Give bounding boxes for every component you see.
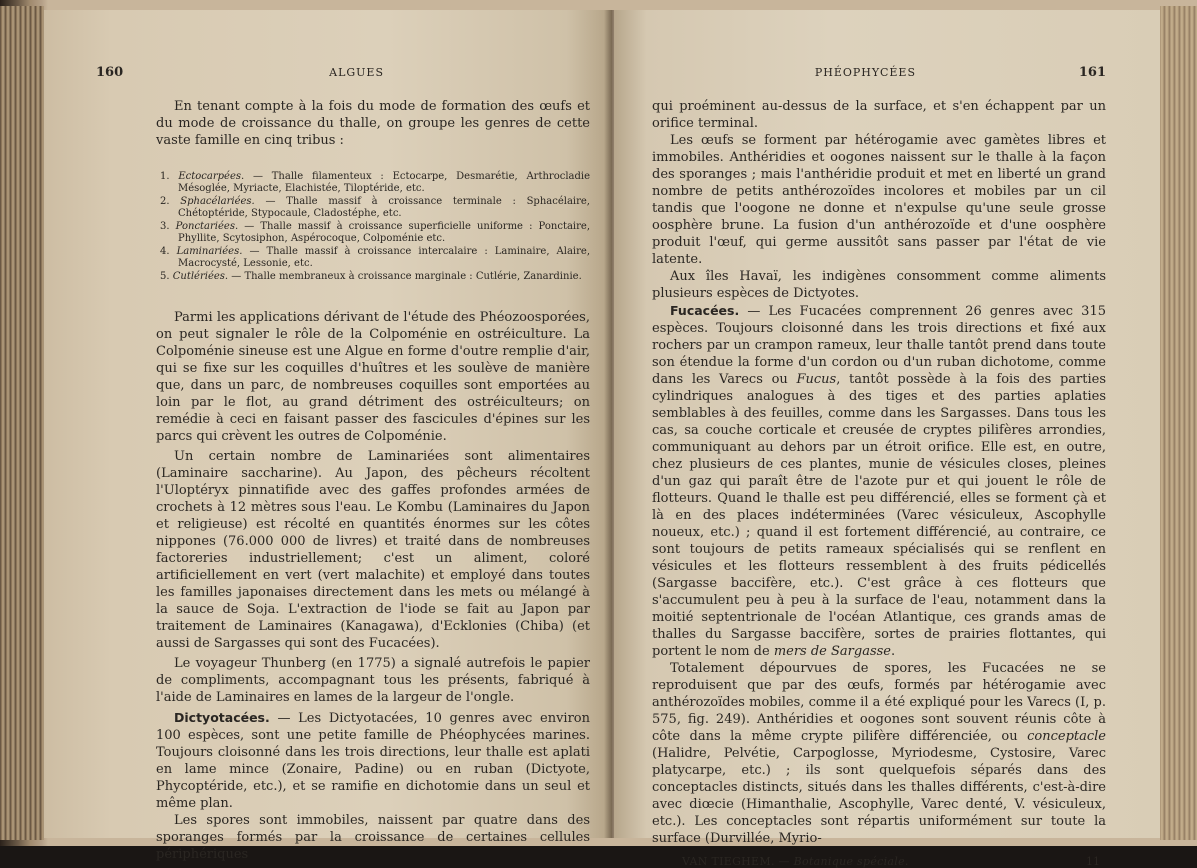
footer-citation: VAN TIEGHEM. — Botanique spéciale. [682,855,909,868]
oeufs-paragraph: Les œufs se forment par hétérogamie avec gamètes libres et immobiles. Anthéridies et oogones naissent sur le thalle à la façon des sporanges ; mais l'anthéridie produit et met en liberté un grand nombre de petits anthérozoïdes incolores et mobiles par un cil tandis que l'oogone ne donne et n'expulse qu'une seule grosse oosphère brune. La fusion d'un anthérozoïde et d'une oosphère produit l'œuf, qui germe aussitôt sans passer par l'état de vie latente. [652,133,1106,267]
running-title-left: ALGUES [329,66,384,79]
section-heading-fucacees: Fucacées. [670,303,740,318]
page-edges-right [1160,6,1197,840]
running-title-right: PHÉOPHYCÉES [814,66,916,79]
thunberg-paragraph: Le voyageur Thunberg (en 1775) a signalé autrefois le papier de compliments, accompagnant tous les présents, fabriqué à l'aide de Laminaires en lames de la largeur de l'ongle. [156,656,590,705]
right-running-head [652,65,1106,80]
tribe-name: Ponctariées. [175,221,239,232]
dictyotacees-paragraph: Dictyotacées. — Les Dictyotacées, 10 genres avec environ 100 espèces, sont une petite famille de Phéophycées marines. Toujours cloisonné dans les trois directions, leur thalle est aplati en lame mince (Zonaire, Padine) ou en ruban (Dictyote, Phycoptéride, etc.), et se ramifie en dichotomie dans un seul et même plan. [156,710,590,811]
left-running-head [96,65,590,80]
page-footer [652,855,1106,868]
signature-mark: 11 [1086,855,1100,868]
left-page [44,10,612,862]
page-number-right: 161 [1078,65,1106,80]
tribe-item: 5. Cutlériées. — Thalle membraneux à croissance marginale : Cutlérie, Zanardinie. [160,271,582,282]
tribe-name: Sphacélariées. [180,196,255,207]
laminariees-paragraph: Un certain nombre de Laminariées sont alimentaires (Laminaire saccharine). Au Japon, des pêcheurs récoltent l'Uloptéryx pinnatifide avec des gaffes profondes armées de crochets à 12 mètres sous l'eau. Le Kombu (Laminaires du Japon et religieuse) est récolté en quantités énormes sur les côtes nippones (76.000 000 de livres) et traité dans de nombreuses factoreries industriellement; c'est un aliment, coloré artificiellement en vert (vert malachite) et employé dans toutes les familles japonaises directement dans les mets ou mélangé à la sauce de Soja. L'extraction de l'iode se fait au Japon par traitement de Laminaires (Kanagawa), d'Ecklonies (Chiba) (et aussi de Sargasses qui sont des Fucacées). [156,449,590,651]
spores-paragraph: Les spores sont immobiles, naissent par quatre dans des sporanges formés par la croissance de certaines cellules périphériques [156,813,590,862]
page-edges-left [0,6,44,840]
tribe-list [156,171,590,283]
section-heading-dictyotacees: Dictyotacées. [174,710,270,725]
intro-paragraph: En tenant compte à la fois du mode de formation des œufs et du mode de croissance du thalle, on groupe les genres de cette vaste famille en cinq tribus : [156,99,590,148]
reproduction-paragraph: Totalement dépourvues de spores, les Fucacées ne se reproduisent que par des œufs, formés par hétérogamie avec anthérozoïdes mobiles, comme il a été expliqué pour les Varecs (I, p. 575, fig. 249). Anthéridies et oogones sont souvent réunis côte à côte dans la même crypte pilifère différenciée, ou conceptacle (Halidre, Pelvétie, Carpoglosse, Myriodesme, Cystosire, Varec platycarpe, etc.) ; ils sont quelquefois séparés dans des conceptacles distincts, situés dans les thalles différents, c'est-à-dire avec diœcie (Himanthalie, Ascophylle, Varec denté, V. vésiculeux, etc.). Les conceptacles sont répartis uniformément sur toute la surface (Durvillée, Myrio- [652,661,1106,846]
tribe-item: 2. Sphacélariées. — Thalle massif à croissance terminale : Sphacélaire, Chétoptéride, Stypocaule, Cladostéphe, etc. [160,196,590,219]
tribe-item: 1. Ectocarpées. — Thalle filamenteux : Ectocarpe, Desmarétie, Arthrocladie Mésoglée, Myriacte, Elachistée, Tiloptéride, etc. [160,171,590,194]
tribe-name: Laminariées. [176,246,243,257]
fucacees-paragraph: Fucacées. — Les Fucacées comprennent 26 genres avec 315 espèces. Toujours cloisonné dans les trois directions et fixé aux rochers par un crampon rameux, leur thalle tantôt prend dans toute son étendue la forme d'un cordon ou d'un ruban dichotome, comme dans les Varecs ou Fucus, tantôt possède à la fois des parties cylindriques analogues à des tiges et des parties aplaties semblables à des feuilles, comme dans les Sargasses. Dans tous les cas, sa couche corticale et creusée de cryptes pilifères arrondies, communiquant au dehors par un étroit orifice. Elle est, en outre, chez plusieurs de ces plantes, munie de vésicules closes, pleines d'un gaz qui paraît être de l'azote pur et qui jouent le rôle de flotteurs. Quand le thalle est peu différencié, elles se forment çà et là en des places indéterminées (Varec vésiculeux, Ascophylle noueux, etc.) ; quand il est fortement différencié, au contraire, ce sont toujours de petits rameaux spécialisés qui se renflent en vésicules et les flotteurs ressemblent à des fruits pédicellés (Sargasse baccifère, etc.). C'est grâce à ces flotteurs que s'accumulent peu à peu à la surface de l'eau, notamment dans la moitié septentrionale de l'océan Atlantique, ces grands amas de thalles du Sargasse baccifère, sortes de prairies flottantes, qui portent le nom de mers de Sargasse. [652,303,1106,659]
tribe-name: Ectocarpées. [178,171,245,182]
colpomenie-paragraph: Parmi les applications dérivant de l'étude des Phéozoosporées, on peut signaler le rôle de la Colpoménie en ostréiculture. La Colpoménie sineuse est une Algue en forme d'outre remplie d'air, qui se fixe sur les coquilles d'huîtres et les soulève de manière que, dans un parc, de nombreuses coquilles sont emportées au loin par le flot, au grand détriment des ostréiculteurs; on remédie à ceci en faisant passer des fascicules d'épines sur les parcs qui crèvent les outres de Colpoménie. [156,310,590,444]
havai-paragraph: Aux îles Havaï, les indigènes consomment comme aliments plusieurs espèces de Dictyotes. [652,269,1106,301]
tribe-name: Cutlériées. [172,271,229,282]
tribe-item: 3. Ponctariées. — Thalle massif à croissance superficielle uniforme : Ponctaire, Phyllite, Scytosiphon, Aspérocoque, Colpoménie etc. [160,221,590,244]
right-page [614,10,1160,868]
tribe-item: 4. Laminariées. — Thalle massif à croissance intercalaire : Laminaire, Alaire, Macrocysté, Lessonie, etc. [160,246,590,269]
continuation-paragraph: qui proéminent au-dessus de la surface, et s'en échappent par un orifice terminal. [652,99,1106,131]
page-number-left: 160 [96,65,124,80]
